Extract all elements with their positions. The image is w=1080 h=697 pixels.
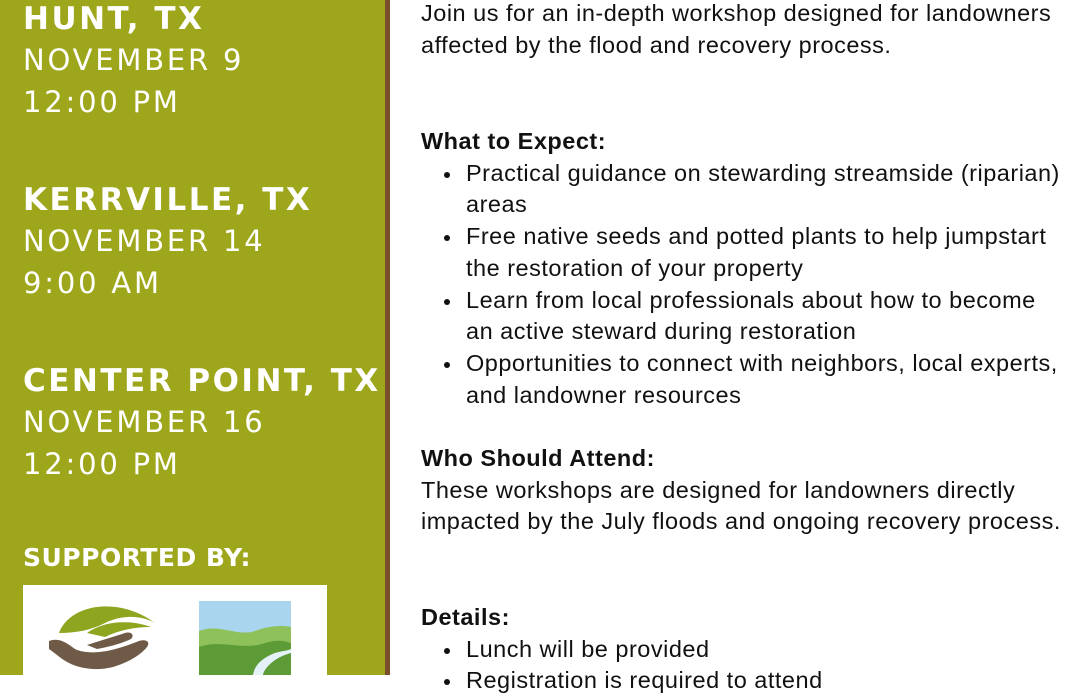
section-heading: What to Expect: — [421, 128, 607, 154]
event-sidebar — [0, 0, 385, 675]
supported-by-label: SUPPORTED BY: — [23, 543, 252, 572]
landscape-river-logo — [199, 601, 291, 675]
who-should-attend-section — [421, 443, 1061, 538]
event-date: NOVEMBER 9 — [23, 43, 245, 77]
section-heading: Who Should Attend: — [421, 445, 655, 471]
list-item: Free native seeds and potted plants to help jumpstart the restoration of your property — [442, 221, 1061, 284]
event-time: 12:00 PM — [23, 85, 181, 119]
details-list — [442, 634, 1061, 697]
event-date: NOVEMBER 16 — [23, 405, 266, 439]
list-item: Practical guidance on stewarding streamside (riparian) areas — [442, 158, 1061, 221]
list-item: Opportunities to connect with neighbors, local experts, and landowner resources — [442, 348, 1061, 411]
list-item: Learn from local professionals about how to become an active steward during restoration — [442, 285, 1061, 348]
event-time: 9:00 AM — [23, 266, 162, 300]
attend-paragraph: These workshops are designed for landowners directly impacted by the July floods and ongoing recovery process. — [421, 476, 1061, 535]
event-hunt — [23, 0, 378, 123]
event-date: NOVEMBER 14 — [23, 224, 266, 258]
event-time: 12:00 PM — [23, 447, 181, 481]
section-heading: Details: — [421, 604, 510, 630]
list-item: Lunch will be provided — [442, 634, 1061, 666]
sidebar-divider — [385, 0, 390, 675]
what-to-expect-section — [421, 126, 1061, 411]
expect-list — [442, 158, 1061, 412]
event-center-point — [23, 361, 381, 485]
list-item: Registration is required to attend — [442, 665, 1061, 697]
hands-leaf-logo — [47, 597, 163, 675]
details-section — [421, 602, 1061, 697]
intro-paragraph: Join us for an in-depth workshop designed for landowners affected by the flood and recovery process. — [421, 0, 1052, 58]
event-city: KERRVILLE, TX — [23, 182, 313, 218]
event-city: CENTER POINT, TX — [23, 363, 381, 399]
event-kerrville — [23, 180, 378, 304]
sponsor-logos — [23, 585, 327, 675]
event-city: HUNT, TX — [23, 1, 205, 37]
